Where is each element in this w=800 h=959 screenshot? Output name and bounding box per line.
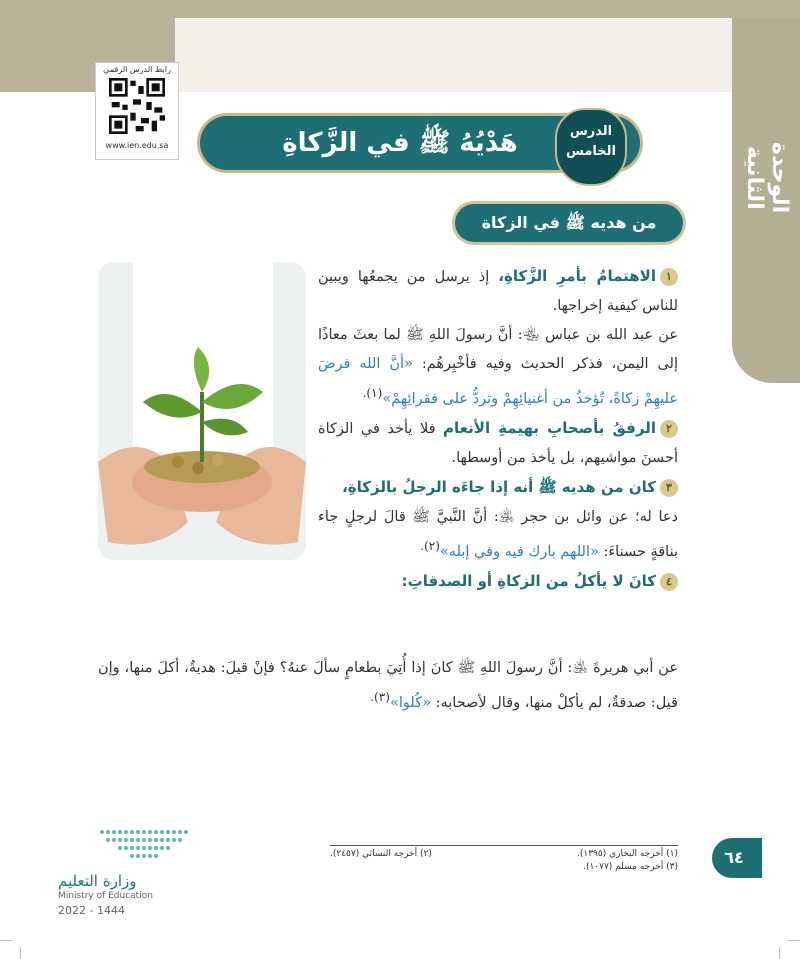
footnote-ref[interactable]: (٣). [370,690,390,704]
item-number-badge: ١ [660,268,678,286]
item-1 [318,262,678,321]
item-heading: كانَ لا يأكلُ من الزكاةِ أو الصدقاتِ: [401,571,656,590]
item-number-badge: ٣ [660,479,678,497]
hadith-1 [318,321,678,414]
unit-label: الوحدة الثانية [742,142,792,214]
hadith-4 [98,654,678,718]
item-text: إذ يرسل من يجمعُها ويبين للناس كيفية إخراجها. [318,269,678,314]
footnote-ref[interactable]: (٢). [420,538,440,553]
hadith-intro: عن عبد الله بن عباس ﵄: أنَّ رسولَ اللهِ ﷺ لما بعثَ معاذًا إلى اليمن، فذكر الحديث وفيه فأخْبِرهُم: [318,327,679,372]
footnote-1: (١) أخرجه البخاري (١٣٩٥). [576,849,678,859]
item-number-badge: ٤ [660,573,678,591]
footnote-3: (٣) أخرجه مسلم (١٠٧٧). [583,862,678,872]
footnotes [330,848,678,874]
plant-in-hands-illustration [98,262,306,560]
hadith-3 [318,503,678,567]
item-4 [318,567,678,597]
ministry-logo-icon [58,824,198,868]
lesson-badge-line1: الدرس [569,124,613,139]
crop-mark [0,940,12,941]
hadith-intro: عن أبي هريرةَ ﵁: أنَّ رسولَ اللهِ ﷺ كانَ إذا أُتِيَ بطعامٍ سألَ عنهُ؟ فإنْ قيلَ: هديةٌ، أكلَ منها، وإن قيل: صدقةٌ، لم يأكلْ منها، وقال لأصحابه: [98,660,678,711]
hadith-quote: «أنَّ الله فرضَ عليهِمْ زكاةً، تُؤخذُ من أغنيائِهِمْ وتردُّ على فقرائِهِمْ» [318,356,678,407]
crop-mark [788,940,800,941]
crop-mark [779,947,780,959]
ministry-logo [58,824,198,917]
hadith-quote: «اللهم بارك فيه وفي إبله» [439,543,599,560]
hadith-quote: «كُلوا» [390,694,431,711]
footnote-divider [330,845,678,846]
lesson-body [318,262,678,597]
lesson-title: هَدْيُهُ ﷺ في الزَّكاةِ والصدقةِ [282,128,518,204]
hadith-4-block [98,654,678,718]
edition-year: 2022 - 1444 [58,904,125,917]
footnote-2: (٢) أخرجه النسائي (٢٤٥٧). [330,849,432,859]
item-heading: كان من هديه ﷺ أنه إذا جاءَه الرجلُ بالزكاةِ، [342,477,656,496]
item-2 [318,414,678,473]
qr-url[interactable]: www.ien.edu.sa [105,141,169,150]
ministry-name-en: Ministry of Education [58,891,153,901]
item-number-badge: ٢ [660,420,678,438]
lesson-badge-line2: الخامس [565,144,616,159]
item-3 [318,473,678,503]
item-heading: الاهتمامُ بأمرِ الزَّكاةِ، [498,267,656,285]
item-text: فلا يأخذ في الزكاة أحسنَ مواشيهم، بل يأخذ من أوسطها. [318,420,678,466]
header-light-panel [175,18,800,92]
unit-side-tab [732,18,800,383]
ministry-name-ar: وزارة التعليم [58,872,137,890]
qr-code-icon[interactable] [109,78,165,134]
qr-caption: رابط الدرس الرقمي [103,65,171,74]
page-number: ٦٤ [724,848,744,867]
item-heading: الرفقُ بأصحابِ بهيمةِ الأنعام [443,418,656,437]
plant-in-hands-photo [98,262,306,560]
lesson-badge [555,108,627,186]
hadith-intro: دعا له؛ عن وائل بن حجر ﵁: أنَّ النَّبيَّ ﷺ قالَ لرجلٍ جاء بناقةٍ حسناءَ: [318,508,678,560]
page-number-tab [712,838,762,878]
crop-mark [20,947,21,959]
footnote-ref[interactable]: (١). [362,386,383,400]
qr-card[interactable] [95,62,179,160]
section-title: من هديه ﷺ في الزكاة [455,204,683,242]
